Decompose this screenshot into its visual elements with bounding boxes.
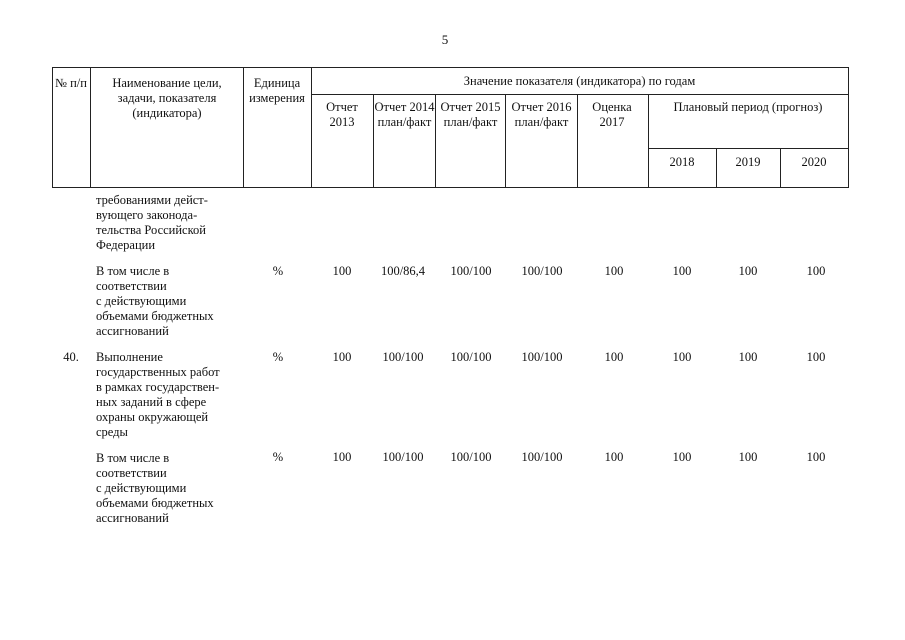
row-value-2017: 100 bbox=[604, 450, 624, 464]
row-value-2015: 100/100 bbox=[450, 450, 492, 464]
row-value-2013: 100 bbox=[332, 450, 352, 464]
header-col-values: Значение показателя (индикатора) по годам bbox=[463, 74, 696, 88]
header-bottom-border bbox=[52, 187, 849, 188]
row-name: В том числе в соответствии с действующими объемами бюджетных ассигнований bbox=[96, 451, 214, 525]
row-name: Выполнение государственных работ в рамках государствен- ных заданий в сфере охраны окружающей среды bbox=[96, 350, 220, 439]
row-value-2020: 100 bbox=[806, 450, 826, 464]
header-year-2017: Оценка 2017 bbox=[592, 100, 632, 129]
header-plan-2018: 2018 bbox=[669, 155, 695, 169]
header-vline-7 bbox=[577, 94, 578, 188]
header-year-2014: Отчет 2014 план/факт bbox=[374, 100, 435, 129]
header-plan-period: Плановый период (прогноз) bbox=[673, 100, 823, 114]
header-year-2016: Отчет 2016 план/факт bbox=[511, 100, 572, 129]
row-value-2016: 100/100 bbox=[521, 264, 563, 278]
page-number: 5 bbox=[441, 32, 449, 47]
row-value-2018: 100 bbox=[672, 450, 692, 464]
header-col-unit: Единица измерения bbox=[249, 76, 305, 105]
header-year-2013: Отчет 2013 bbox=[326, 100, 358, 129]
row-value-2014: 100/86,4 bbox=[380, 264, 426, 278]
row-value-2019: 100 bbox=[738, 450, 758, 464]
row-value-2020: 100 bbox=[806, 264, 826, 278]
row-value-2016: 100/100 bbox=[521, 350, 563, 364]
row-value-2018: 100 bbox=[672, 350, 692, 364]
header-plan-divider bbox=[648, 148, 849, 149]
row-value-2019: 100 bbox=[738, 264, 758, 278]
row-value-2018: 100 bbox=[672, 264, 692, 278]
row-value-2020: 100 bbox=[806, 350, 826, 364]
row-value-2014: 100/100 bbox=[382, 350, 424, 364]
row-value-2013: 100 bbox=[332, 350, 352, 364]
row-number: 40. bbox=[63, 350, 79, 364]
row-name: В том числе в соответствии с действующими объемами бюджетных ассигнований bbox=[96, 264, 214, 338]
header-vline-1 bbox=[90, 67, 91, 188]
row-unit: % bbox=[272, 350, 284, 364]
row-value-2019: 100 bbox=[738, 350, 758, 364]
header-col-no: № п/п bbox=[55, 76, 87, 90]
header-plan-2020: 2020 bbox=[801, 155, 827, 169]
header-col-name: Наименование цели, задачи, показателя (индикатора) bbox=[112, 76, 222, 120]
header-plan-2019: 2019 bbox=[735, 155, 761, 169]
row-unit: % bbox=[272, 450, 284, 464]
header-vline-0 bbox=[52, 67, 53, 188]
row-value-2017: 100 bbox=[604, 264, 624, 278]
row-value-2013: 100 bbox=[332, 264, 352, 278]
row-value-2017: 100 bbox=[604, 350, 624, 364]
row-name: требованиями дейст- вующего законода- тельства Российской Федерации bbox=[96, 193, 208, 252]
header-vline-11 bbox=[848, 67, 849, 188]
row-value-2015: 100/100 bbox=[450, 350, 492, 364]
row-unit: % bbox=[272, 264, 284, 278]
header-top-border bbox=[52, 67, 849, 68]
row-value-2015: 100/100 bbox=[450, 264, 492, 278]
row-value-2016: 100/100 bbox=[521, 450, 563, 464]
row-value-2014: 100/100 bbox=[382, 450, 424, 464]
table-header bbox=[0, 0, 905, 200]
header-year-2015: Отчет 2015 план/факт bbox=[440, 100, 501, 129]
header-values-divider bbox=[311, 94, 849, 95]
